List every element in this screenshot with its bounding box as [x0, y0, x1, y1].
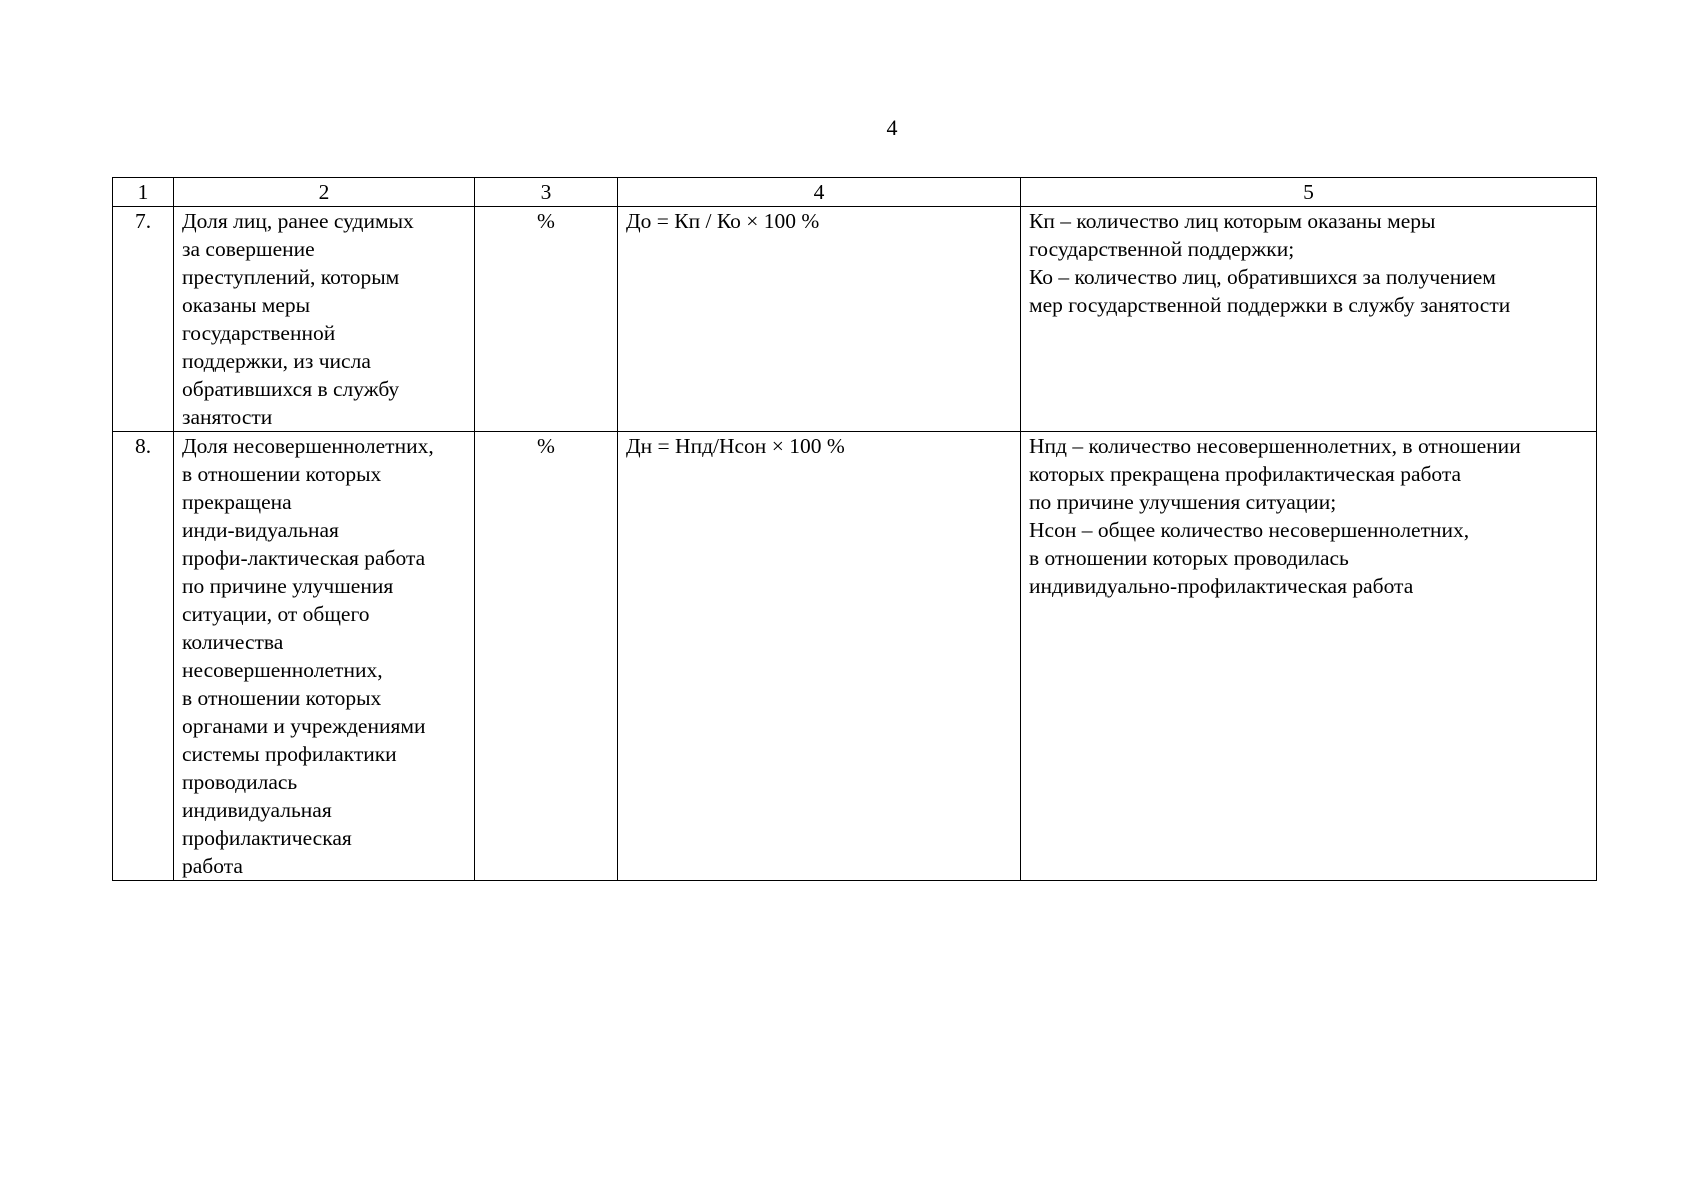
header-cell-3: 3 — [475, 178, 618, 207]
indicator-name-line: профи-лактическая работа — [182, 546, 426, 570]
description-line: Нсон – общее количество несовершеннолетних, — [1029, 518, 1470, 542]
indicator-name-line: несовершеннолетних, — [182, 658, 383, 682]
page-number: 4 — [886, 115, 898, 140]
indicator-name — [174, 207, 475, 432]
indicator-name-line: оказаны меры — [182, 293, 311, 317]
indicator-table — [112, 177, 1597, 881]
indicator-name-line: Доля несовершеннолетних, — [182, 434, 434, 458]
header-cell-2: 2 — [174, 178, 475, 207]
indicator-name — [174, 432, 475, 881]
indicator-name-line: преступлений, которым — [182, 265, 400, 289]
indicator-name-line: ситуации, от общего — [182, 602, 370, 626]
description-line: в отношении которых проводилась — [1029, 546, 1349, 570]
description-line: индивидуально-профилактическая работа — [1029, 574, 1414, 598]
indicator-name-line: государственной — [182, 321, 336, 345]
header-cell-1: 1 — [113, 178, 174, 207]
indicator-name-line: работа — [182, 854, 243, 878]
formula: До = Кп / Ко × 100 % — [618, 207, 1021, 432]
indicator-name-line: по причине улучшения — [182, 574, 394, 598]
indicator-name-line: прекращена — [182, 490, 292, 514]
indicator-name-line: инди-видуальная — [182, 518, 339, 542]
description-line: Нпд – количество несовершеннолетних, в отношении — [1029, 434, 1521, 458]
indicator-name-line: Доля лиц, ранее судимых — [182, 209, 414, 233]
indicator-name-line: органами и учреждениями — [182, 714, 426, 738]
description-line: мер государственной поддержки в службу занятости — [1029, 293, 1511, 317]
description-line: государственной поддержки; — [1029, 237, 1295, 261]
description-line: Ко – количество лиц, обратившихся за получением — [1029, 265, 1496, 289]
indicator-name-line: занятости — [182, 405, 273, 429]
indicator-name-line: профилактическая — [182, 826, 352, 850]
row-number: 7. — [113, 207, 174, 432]
header-cell-5: 5 — [1021, 178, 1597, 207]
unit: % — [475, 432, 618, 881]
indicator-name-line: проводилась — [182, 770, 298, 794]
formula: Дн = Нпд/Нсон × 100 % — [618, 432, 1021, 881]
description — [1021, 432, 1597, 881]
header-cell-4: 4 — [618, 178, 1021, 207]
indicator-name-line: в отношении которых — [182, 686, 382, 710]
table-row — [113, 207, 1597, 432]
indicator-name-line: в отношении которых — [182, 462, 382, 486]
description-line: по причине улучшения ситуации; — [1029, 490, 1337, 514]
table-header-row — [113, 178, 1597, 207]
description — [1021, 207, 1597, 432]
description-line: которых прекращена профилактическая работа — [1029, 462, 1462, 486]
unit: % — [475, 207, 618, 432]
table-row — [113, 432, 1597, 881]
row-number: 8. — [113, 432, 174, 881]
indicator-name-line: обратившихся в службу — [182, 377, 400, 401]
description-line: Кп – количество лиц которым оказаны меры — [1029, 209, 1436, 233]
indicator-name-line: системы профилактики — [182, 742, 397, 766]
indicator-name-line: за совершение — [182, 237, 315, 261]
indicator-name-line: поддержки, из числа — [182, 349, 371, 373]
indicator-name-line: количества — [182, 630, 284, 654]
indicator-name-line: индивидуальная — [182, 798, 332, 822]
